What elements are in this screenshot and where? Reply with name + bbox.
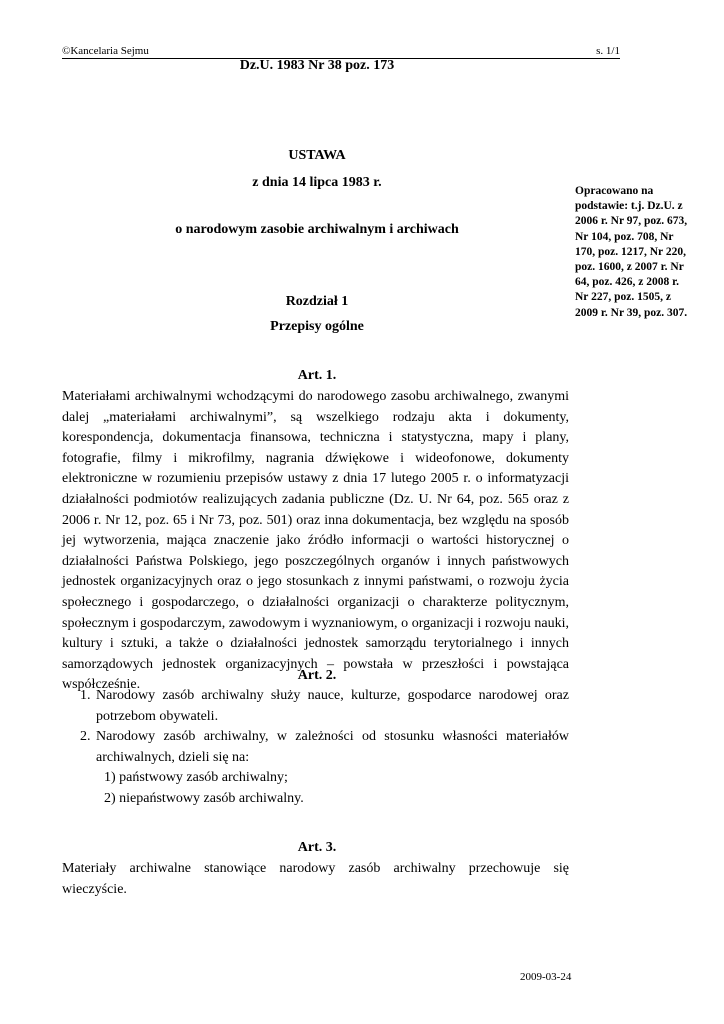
article-3-text: Materiały archiwalne stanowiące narodowy zasób archiwalny przechowuje się wieczyście.	[62, 861, 569, 897]
item-number: 2.	[80, 729, 91, 744]
journal-reference: Dz.U. 1983 Nr 38 poz. 173	[239, 58, 395, 73]
page-number: s. 1/1	[596, 45, 620, 57]
article-3-title: Art. 3.	[297, 840, 337, 855]
article-2-subitem: 2) niepaństwowy zasób archiwalny.	[104, 791, 304, 806]
article-2-item	[80, 727, 569, 768]
item-text: Narodowy zasób archiwalny służy nauce, kulturze, gospodarce narodowej oraz potrzebom obywateli.	[96, 688, 569, 724]
act-type: USTAWA	[288, 148, 346, 163]
act-date: z dnia 14 lipca 1983 r.	[252, 175, 382, 190]
article-2-item	[80, 686, 569, 727]
publisher-label: ©Kancelaria Sejmu	[62, 45, 149, 57]
footer-date: 2009-03-24	[520, 971, 572, 983]
article-1-text: Materiałami archiwalnymi wchodzącymi do narodowego zasobu archiwalnego, zwanymi dalej „materiałami archiwalnymi”, są wszelkiego rodzaju akta i dokumenty, korespondencja, dokumentacja finansowa, techniczna i statystyczna, mapy i plany, fotografie, filmy i mikrofilmy, nagrania dźwiękowe i wideofonowe, dokumenty elektroniczne w rozumieniu przepisów ustawy z dnia 17 lutego 2005 r. o informatyzacji działalności podmiotów realizujących zadania publiczne (Dz. U. Nr 64, poz. 565 oraz z 2006 r. Nr 12, poz. 65 i Nr 73, poz. 501) oraz inna dokumentacja, bez względu na sposób jej wytworzenia, mająca znaczenie jako źródło informacji o wartości historycznej o działalności Państwa Polskiego, jego poszczególnych organów i innych państwowych jednostek organizacyjnych oraz o jego stosunkach z innymi państwami, o rozwoju życia społecznego i gospodarczego, o działalności organizacji o charakterze politycznym, społecznym i gospodarczym, zawodowym i wyznaniowym, o organizacji i rozwoju nauki, kultury i sztuki, a także o działalności jednostek samorządu terytorialnego i innych samorządowych jednostek organizacyjnych – powstała w przeszłości i powstająca współcześnie.	[62, 389, 569, 693]
act-subject: o narodowym zasobie archiwalnym i archiwach	[175, 222, 459, 237]
article-2-title: Art. 2.	[297, 668, 337, 683]
chapter-title: Rozdział 1	[285, 294, 349, 309]
consolidation-note: Opracowano na podstawie: t.j. Dz.U. z 2006 r. Nr 97, poz. 673, Nr 104, poz. 708, Nr 170, poz. 1217, Nr 220, poz. 1600, z 2007 r. Nr 64, poz. 426, z 2008 r. Nr 227, poz. 1505, z 2009 r. Nr 39, poz. 307.	[575, 185, 688, 319]
chapter-name: Przepisy ogólne	[270, 319, 364, 334]
page-header	[62, 45, 620, 59]
item-text: Narodowy zasób archiwalny, w zależności od stosunku własności materiałów archiwalnych, dzieli się na:	[96, 729, 569, 765]
item-number: 1.	[80, 688, 91, 703]
article-2-subitem: 1) państwowy zasób archiwalny;	[104, 770, 288, 785]
article-1-title: Art. 1.	[297, 368, 337, 383]
